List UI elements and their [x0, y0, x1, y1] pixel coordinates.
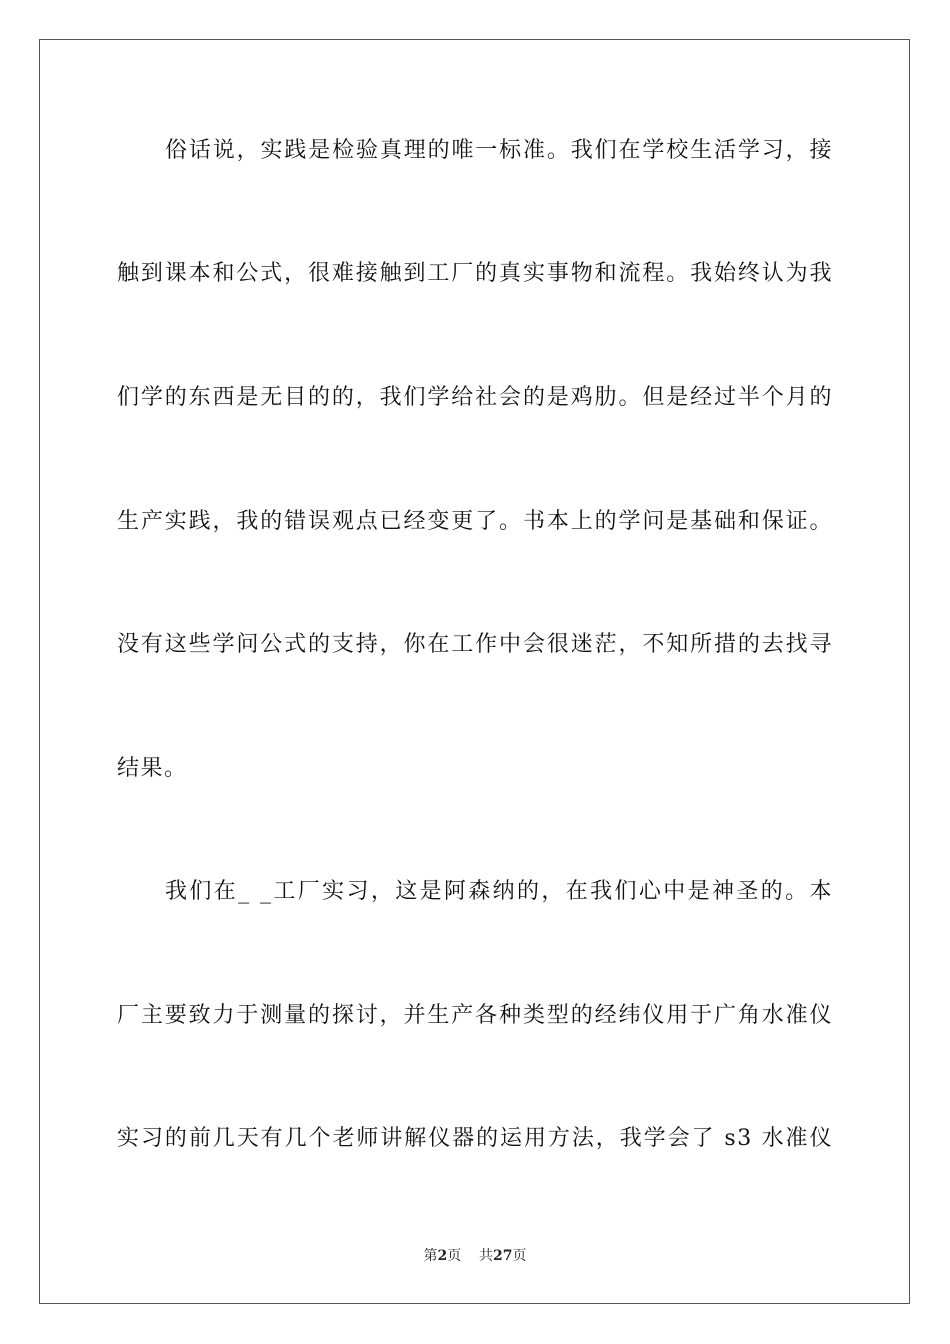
paragraph-1-line-1: 俗话说，实践是检验真理的唯一标准。我们在学校生活学习，接: [165, 138, 833, 163]
footer-page-prefix: 第: [423, 1248, 438, 1264]
paragraph-2-line-3: 实习的前几天有几个老师讲解仪器的运用方法，我学会了 s3 水准仪: [117, 1126, 833, 1151]
paragraph-1-line-2: 触到课本和公式，很难接触到工厂的真实事物和流程。我始终认为我: [117, 261, 833, 286]
paragraph-2-line-1: 我们在_ _工厂实习，这是阿森纳的，在我们心中是神圣的。本: [165, 879, 833, 904]
footer-total-suffix: 页: [512, 1248, 527, 1264]
page-border: [39, 39, 910, 1304]
footer-page-suffix: 页: [447, 1248, 462, 1264]
paragraph-1-line-5: 没有这些学问公式的支持，你在工作中会很迷茫，不知所措的去找寻: [117, 632, 833, 657]
paragraph-2-line-2: 厂主要致力于测量的探讨，并生产各种类型的经纬仪用于广角水准仪: [117, 1003, 833, 1028]
page-footer: [0, 1246, 950, 1266]
footer-page-number: 2: [437, 1248, 448, 1264]
footer-total-pages: 27: [493, 1248, 513, 1264]
paragraph-1-line-6: 结果。: [117, 756, 188, 781]
paragraph-1-line-4: 生产实践，我的错误观点已经变更了。书本上的学问是基础和保证。: [117, 509, 833, 534]
footer-total-prefix: 共: [479, 1248, 494, 1264]
paragraph-1-line-3: 们学的东西是无目的的，我们学给社会的是鸡肋。但是经过半个月的: [117, 385, 833, 410]
